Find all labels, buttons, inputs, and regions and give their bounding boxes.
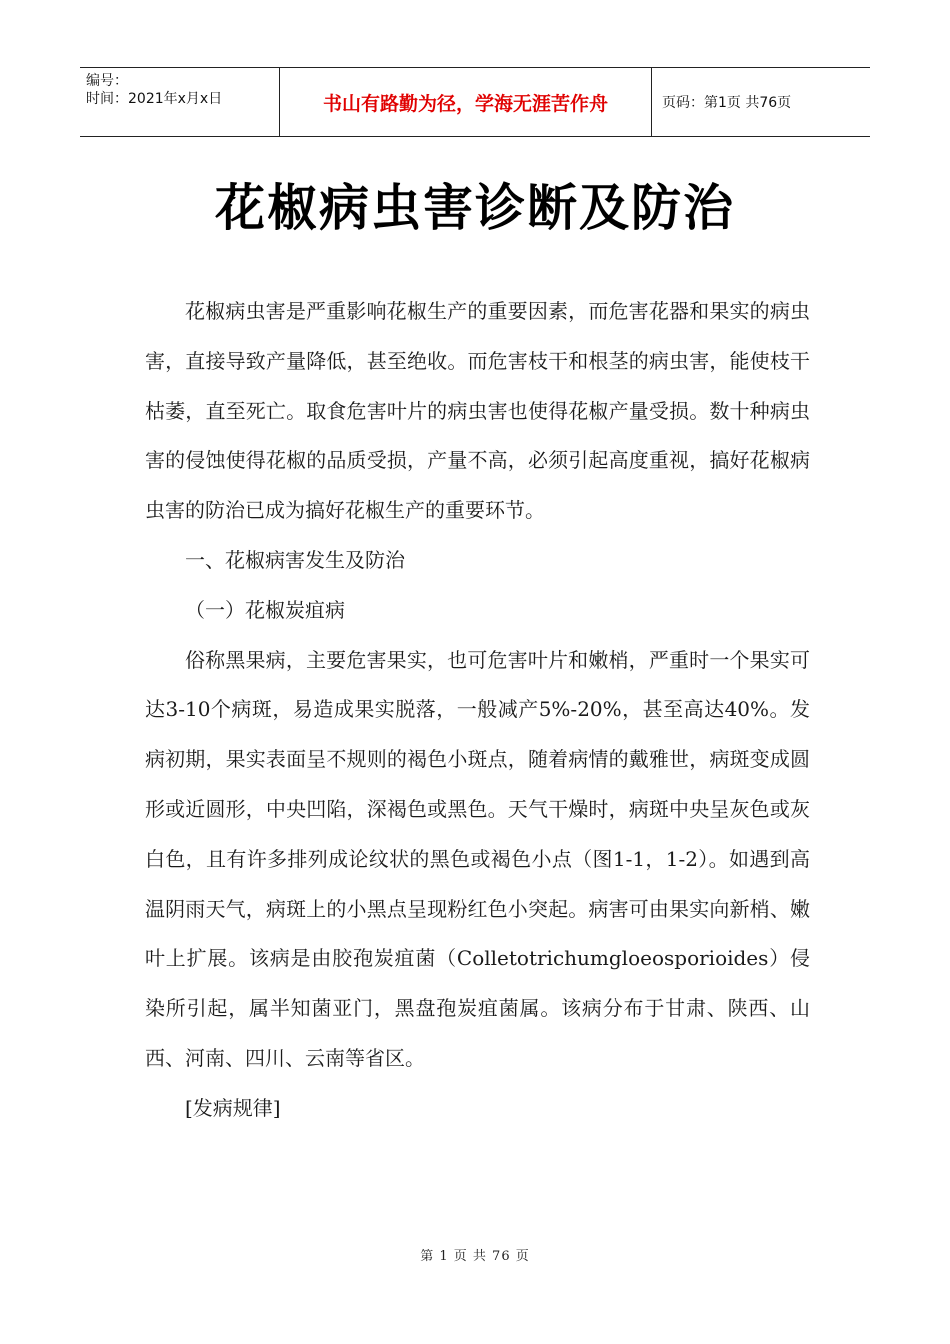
document-body [145,287,810,1134]
number-label: 编号： [86,73,128,89]
page-footer: 第 1 页 共 76 页 [420,1249,530,1264]
header-motto: 书山有路勤为径，学海无涯苦作舟 [280,68,652,136]
time-label: 时间：2021年x月x日 [86,91,223,107]
header-page-info: 页码：第1页 共76页 [662,95,792,111]
intro-paragraph: 花椒病虫害是严重影响花椒生产的重要因素，而危害花器和果实的病虫害，直接导致产量降低，甚至绝收。而危害枝干和根茎的病虫害，能使枝干枯萎，直至死亡。取食危害叶片的病虫害也使得花椒产量受损。数十种病虫害的侵蚀使得花椒的品质受损，产量不高，必须引起高度重视，搞好花椒病虫害的防治已成为搞好花椒生产的重要环节。 [145,299,810,523]
anthracnose-paragraph: 俗称黑果病，主要危害果实，也可危害叶片和嫩梢，严重时一个果实可达3-10个病斑，易造成果实脱落，一般减产5%-20%，甚至高达40%。发病初期，果实表面呈不规则的褐色小斑点，随着病情的戴雅世，病斑变成圆形或近圆形，中央凹陷，深褐色或黑色。天气干燥时，病斑中央呈灰色或灰白色，且有许多排列成论纹状的黑色或褐色小点（图1-1，1-2）。如遇到高温阴雨天气，病斑上的小黑点呈现粉红色小突起。病害可由果实向新梢、嫩叶上扩展。该病是由胶孢炭疽菌（Colletotrichumgloeosporioides）侵染所引起，属半知菌亚门，黑盘孢炭疽菌属。该病分布于甘肃、陕西、山西、河南、四川、云南等省区。 [145,647,810,1070]
document-title: 花椒病虫害诊断及防治 [215,179,735,237]
pattern-heading: [发病规律] [185,1095,281,1120]
header-meta [80,68,280,136]
section-heading: 一、花椒病害发生及防治 [185,547,405,572]
subsection-heading: （一）花椒炭疽病 [185,597,345,622]
page-header [80,67,870,137]
